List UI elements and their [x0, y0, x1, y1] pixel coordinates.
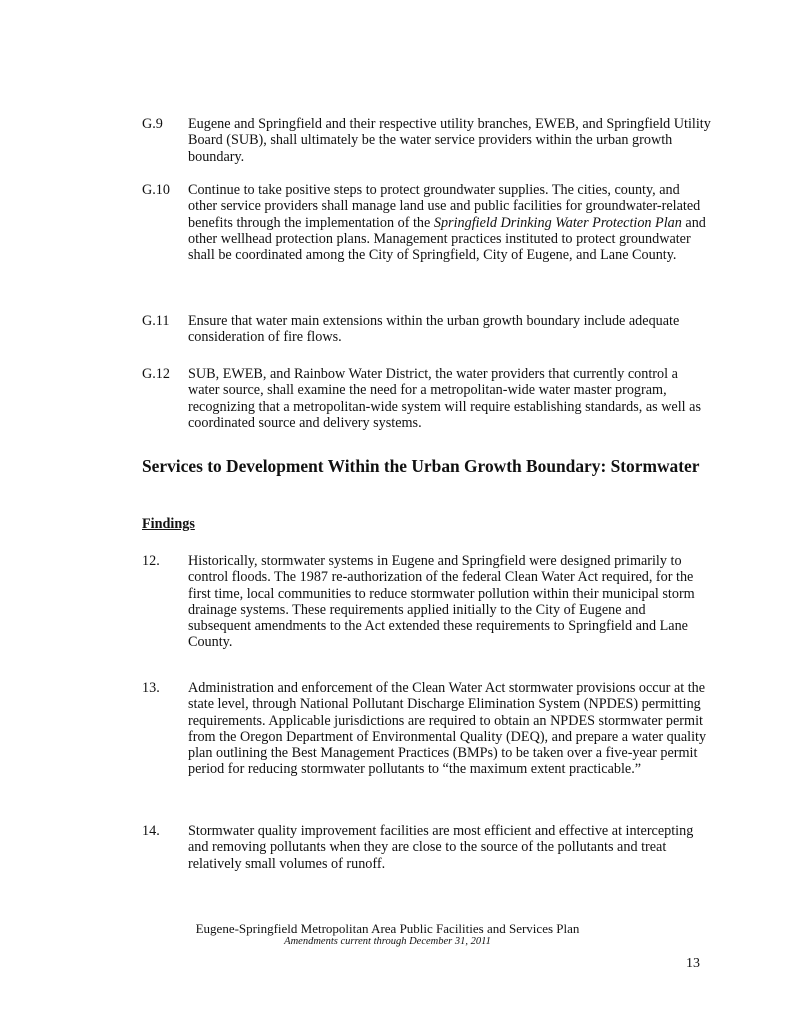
plan-title-italic: Springfield Drinking Water Protection Plan — [433, 214, 682, 231]
finding-13 — [142, 680, 712, 778]
policy-number: G.10 — [142, 182, 170, 198]
policy-g10 — [142, 182, 712, 263]
policy-number: G.11 — [142, 313, 170, 329]
finding-number: 14. — [142, 823, 160, 839]
page-number: 13 — [686, 956, 700, 971]
finding-text: Historically, stormwater systems in Eugene and Springfield were designed primarily to control floods. The 1987 re-authorization of the federal Clean Water Act required, for the first time, local communities to reduce stormwater pollution within their municipal storm drainage systems. These requirements applied initially to the City of Eugene and subsequent amendments to the Act extended these requirements to Springfield and Lane County. — [188, 553, 695, 651]
policy-text: SUB, EWEB, and Rainbow Water District, the water providers that currently control a water source, shall examine the need for a metropolitan-wide water master program, recognizing that a metropolitan-wide system will require establishing standards, as well as coordinated source and delivery systems. — [188, 366, 701, 431]
policy-text: Ensure that water main extensions within the urban growth boundary include adequate consideration of fire flows. — [188, 313, 680, 346]
findings-heading: Findings — [142, 516, 195, 532]
policy-g12 — [142, 366, 712, 431]
finding-number: 13. — [142, 680, 160, 696]
footer-subtitle: Amendments current through December 31, 2011 — [284, 936, 491, 947]
policy-text-part: Continue to take positive steps to protect groundwater supplies. The cities, county, and other service providers shall manage land use and public facilities for groundwater-related benefits through the implementation of the — [188, 182, 701, 231]
finding-14 — [142, 823, 712, 872]
section-heading: Services to Development Within the Urban Growth Boundary: Stormwater — [142, 456, 700, 476]
finding-number: 12. — [142, 553, 160, 569]
policy-g9 — [142, 116, 712, 165]
policy-text: Eugene and Springfield and their respective utility branches, EWEB, and Springfield Utility Board (SUB), shall ultimately be the water service providers within the urban growth boundary. — [188, 116, 711, 165]
policy-text-part: and other wellhead protection plans. Management practices instituted to protect groundwater shall be coordinated among the City of Springfield, City of Eugene, and Lane County. — [188, 214, 706, 264]
finding-text: Stormwater quality improvement facilities are most efficient and effective at intercepting and removing pollutants when they are close to the source of the pollutants and treat relatively small volumes of runoff. — [188, 823, 694, 872]
finding-text: Administration and enforcement of the Clean Water Act stormwater provisions occur at the state level, through National Pollutant Discharge Elimination System (NPDES) permitting requirements. Applicable jurisdictions are required to obtain an NPDES stormwater permit from the Oregon Department of Environmental Quality (DEQ), and prepare a water quality plan outlining the Best Management Practices (BMPs) to be taken over a five-year permit period for reducing stormwater pollutants to “the maximum extent practicable.” — [188, 680, 707, 778]
policy-number: G.9 — [142, 116, 163, 132]
policy-g11 — [142, 313, 712, 346]
policy-number: G.12 — [142, 366, 170, 382]
footer-title: Eugene-Springfield Metropolitan Area Public Facilities and Services Plan — [195, 921, 580, 936]
policy-text — [188, 182, 712, 263]
finding-12 — [142, 553, 712, 651]
